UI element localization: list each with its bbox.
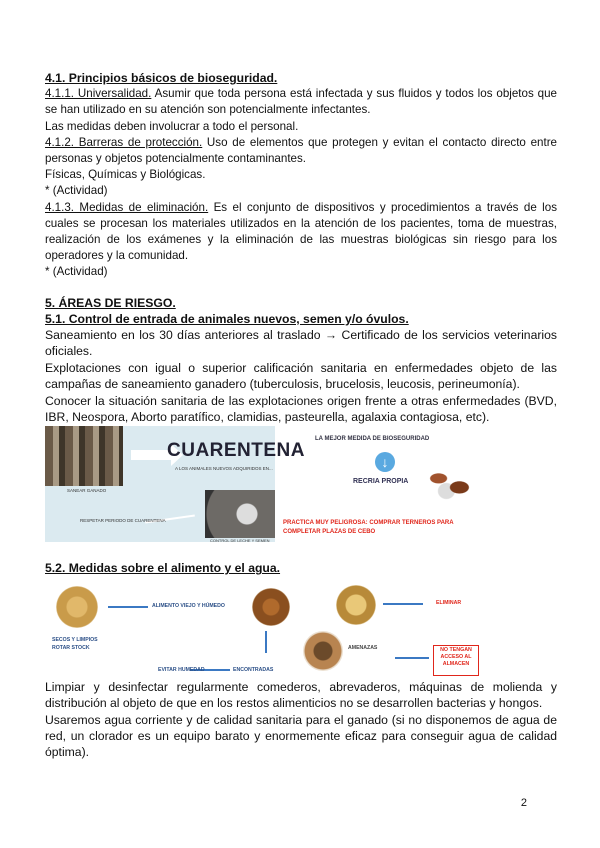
paragraph-universalidad: [45, 86, 557, 118]
quarantine-title: CUARENTENA: [167, 440, 305, 461]
universalidad-text: Asumir que toda persona está infectada y sus fluidos y todos los objetos que se han utilizado en su atención son potencialmente infectantes.: [45, 87, 557, 117]
arrow-down-line: [265, 631, 267, 653]
livestock-illustration: [423, 464, 475, 500]
paragraph-saneamiento: Saneamiento en los 30 días anteriores al traslado → Certificado de los servicios veterinarios oficiales.: [45, 328, 557, 359]
label-avoid-humidity: EVITAR HUMEDAD: [158, 667, 205, 673]
grain-photo: [336, 585, 376, 625]
arrow-line-4: [395, 657, 429, 659]
term-eliminacion: 4.1.3. Medidas de eliminación.: [45, 200, 209, 214]
barreras-text: Uso de elementos que protegen y evitan el contacto directo entre personas y objetos potencialmente contaminantes.: [45, 135, 558, 166]
dog-photo: [303, 631, 343, 671]
label-dry-clean: SECOS Y LIMPIOS: [52, 637, 98, 643]
activity-note-2: * (Actividad): [45, 265, 108, 279]
own-breeding-figure: [283, 430, 483, 545]
caption-sanear: SANEAR GANADO: [67, 488, 107, 493]
label-found: ENCONTRADAS: [233, 667, 274, 673]
arrow-line-2: [383, 603, 423, 605]
activity-note-1: * (Actividad): [45, 184, 108, 198]
arrow-right-icon: [131, 450, 171, 460]
section-4-1-title: 4.1. Principios básicos de bioseguridad.: [45, 71, 278, 85]
own-breeding-label: RECRIA PROPIA: [353, 478, 409, 485]
paragraph-limpiar: Limpiar y desinfectar regularmente comederos, abrevaderos, máquinas de molienda y distribución al objeto de que en los restos alimenticios no se desarrollen bacterias y hongos.: [45, 679, 557, 711]
cows-photo: [45, 426, 123, 486]
paragraph-eliminacion: [45, 200, 557, 265]
milking-photo: [205, 490, 275, 538]
term-barreras: 4.1.2. Barreras de protección.: [45, 135, 203, 149]
section-5-title: 5. ÁREAS DE RIESGO.: [45, 295, 176, 310]
quarantine-subtitle: A LOS ANIMALES NUEVOS ADQUIRIDOS EN...: [175, 466, 273, 471]
dry-feed-photo: [56, 586, 98, 628]
label-threats: AMENAZAS: [348, 645, 378, 651]
eliminacion-text: Es el conjunto de dispositivos y procedimientos a través de los cuales se procesan los materiales utilizados en la atención de los pacientes, toma de muestras, realización de los exámenes y la eliminación de las muestras biológicas sin riesgo para los operadores y la comunidad.: [45, 200, 558, 263]
page-number: 2: [520, 797, 527, 809]
section-5-1-title: 5.1. Control de entrada de animales nuevos, semen y/o óvulos.: [45, 311, 409, 326]
paragraph-tipos: Físicas, Químicas y Biológicas.: [45, 168, 206, 182]
caption-control: CONTROL DE LECHE Y SEMEN: [210, 538, 270, 543]
label-rotate-stock: ROTAR STOCK: [52, 645, 90, 651]
moldy-feed-photo: [252, 588, 290, 626]
paragraph-personal: Las medidas deben involucrar a todo el personal.: [45, 119, 299, 133]
paragraph-barreras: [45, 135, 557, 167]
quarantine-figure: [45, 426, 305, 543]
label-eliminate: ELIMINAR: [436, 600, 462, 606]
term-universalidad: 4.1.1. Universalidad.: [45, 87, 152, 101]
caption-respetar: RESPETAR PERIODO DE CUARENTENA: [80, 518, 166, 523]
label-old-feed: ALIMENTO VIEJO Y HÚMEDO: [152, 603, 225, 609]
paragraph-situacion: Conocer la situación sanitaria de las explotaciones origen frente a otras enfermedades (BVD, IBR, Neospora, Aborto paratífico, clamidias, pasteurella, agalaxia contagiosa, etc).: [45, 393, 557, 425]
paragraph-agua: Usaremos agua corriente y de calidad sanitaria para el ganado (si no disponemos de agua de red, un clorador es un equipo barato y enormemente eficaz para conseguir agua de calidad óptima).: [45, 712, 557, 760]
arrow-line-1: [108, 606, 148, 608]
best-measure-label: LA MEJOR MEDIDA DE BIOSEGURIDAD: [315, 436, 430, 442]
no-access-label: NO TENGAN ACCESO AL ALMACEN: [433, 645, 479, 676]
section-5-2-title: 5.2. Medidas sobre el alimento y el agua.: [45, 561, 281, 576]
down-arrow-icon: ↓: [375, 452, 395, 472]
paragraph-explotaciones: Explotaciones con igual o superior calificación sanitaria en enfermedades objeto de las campañas de saneamiento ganadero (tuberculosis, brucelosis, leucosis, perineumonía).: [45, 360, 557, 392]
feed-measures-figure: [40, 585, 500, 675]
danger-warning: PRACTICA MUY PELIGROSA: COMPRAR TERNEROS PARA COMPLETAR PLAZAS DE CEBO: [283, 520, 454, 535]
